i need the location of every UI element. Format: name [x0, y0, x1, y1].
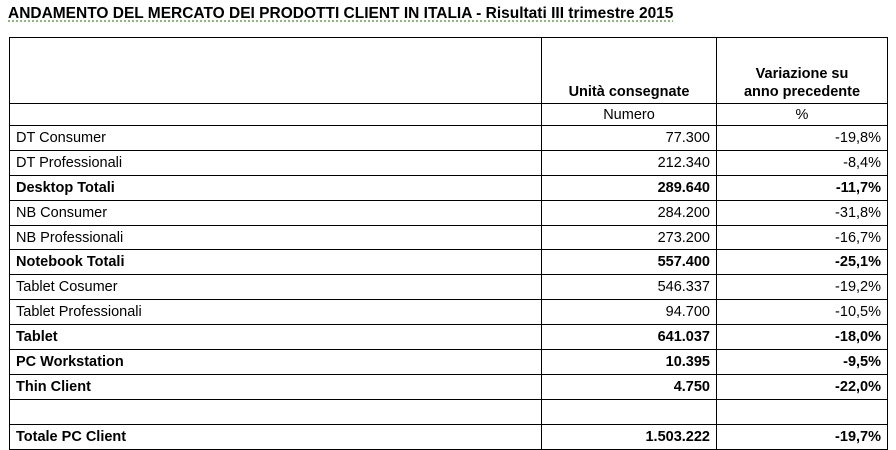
row-units: 273.200: [542, 225, 717, 250]
row-label: Desktop Totali: [10, 175, 542, 200]
header-empty-cell: [10, 38, 542, 104]
row-label: Tablet Cosumer: [10, 275, 542, 300]
table-row: [10, 300, 888, 325]
unit-change: %: [717, 104, 888, 126]
header-change: [717, 38, 888, 104]
table-row-total: [10, 350, 888, 375]
row-units: 1.503.222: [542, 424, 717, 449]
row-change: -25,1%: [717, 250, 888, 275]
row-units: 4.750: [542, 374, 717, 399]
spacer-row: [10, 399, 888, 424]
row-change: -19,2%: [717, 275, 888, 300]
table-row: [10, 225, 888, 250]
table-row-grand-total: [10, 424, 888, 449]
table-row: [10, 150, 888, 175]
page-title: ANDAMENTO DEL MERCATO DEI PRODOTTI CLIENT IN ITALIA - Risultati III trimestre 2015: [8, 5, 674, 22]
unit-units: Numero: [542, 104, 717, 126]
row-units: 94.700: [542, 300, 717, 325]
row-label: Totale PC Client: [10, 424, 542, 449]
row-units: 557.400: [542, 250, 717, 275]
row-change: -22,0%: [717, 374, 888, 399]
row-units: 284.200: [542, 200, 717, 225]
row-change: -19,7%: [717, 424, 888, 449]
unit-row: [10, 104, 888, 126]
row-change: -11,7%: [717, 175, 888, 200]
row-label: DT Consumer: [10, 126, 542, 151]
row-units: 212.340: [542, 150, 717, 175]
market-table: [9, 37, 888, 450]
header-change-line2: anno precedente: [743, 84, 861, 100]
empty-cell: [717, 399, 888, 424]
row-units: 289.640: [542, 175, 717, 200]
row-change: -19,8%: [717, 126, 888, 151]
row-label: Tablet Professionali: [10, 300, 542, 325]
row-units: 546.337: [542, 275, 717, 300]
table-row: [10, 275, 888, 300]
empty-cell: [10, 399, 542, 424]
row-change: -31,8%: [717, 200, 888, 225]
table-row-total: [10, 250, 888, 275]
row-units: 77.300: [542, 126, 717, 151]
row-change: -10,5%: [717, 300, 888, 325]
table-row-total: [10, 374, 888, 399]
empty-cell: [542, 399, 717, 424]
table-row-total: [10, 325, 888, 350]
row-units: 641.037: [542, 325, 717, 350]
row-change: -16,7%: [717, 225, 888, 250]
header-units: Unità consegnate: [542, 38, 717, 104]
row-label: DT Professionali: [10, 150, 542, 175]
row-label: PC Workstation: [10, 350, 542, 375]
table-row-total: [10, 175, 888, 200]
header-row: [10, 38, 888, 104]
row-change: -9,5%: [717, 350, 888, 375]
row-units: 10.395: [542, 350, 717, 375]
row-label: NB Professionali: [10, 225, 542, 250]
unit-empty-cell: [10, 104, 542, 126]
row-label: Tablet: [10, 325, 542, 350]
row-change: -8,4%: [717, 150, 888, 175]
header-change-line1: Variazione su: [755, 66, 849, 82]
row-label: Notebook Totali: [10, 250, 542, 275]
row-label: NB Consumer: [10, 200, 542, 225]
row-label: Thin Client: [10, 374, 542, 399]
table-row: [10, 200, 888, 225]
row-change: -18,0%: [717, 325, 888, 350]
table-row: [10, 126, 888, 151]
